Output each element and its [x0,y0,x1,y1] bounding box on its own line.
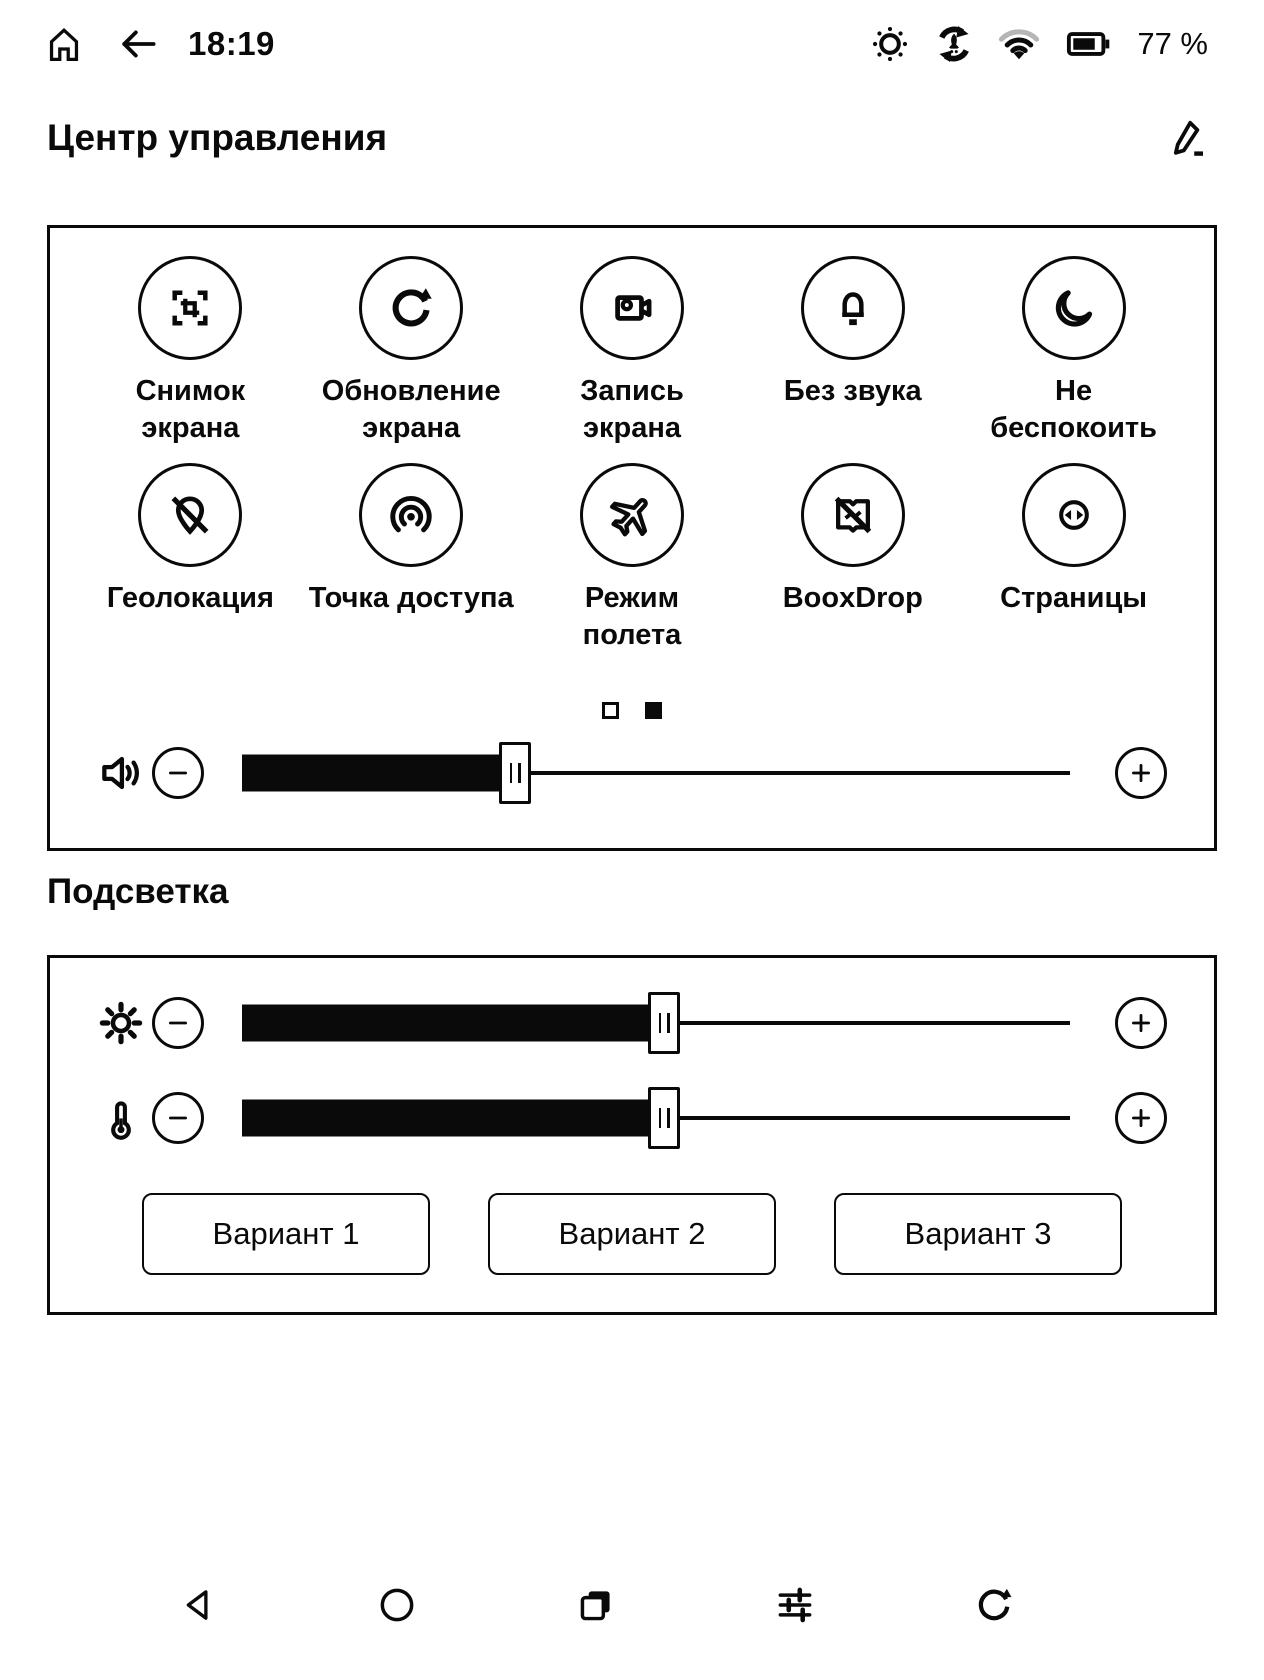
brightness-icon [90,997,152,1049]
tile-do-not-disturb [963,256,1184,447]
screen-record-icon [605,281,659,335]
tile-screen-refresh [301,256,522,447]
battery-percent: 77 % [1137,26,1208,61]
location-off-button[interactable] [138,463,242,567]
page-indicator[interactable] [50,702,1214,719]
nav-refresh-icon[interactable] [964,1575,1024,1635]
edit-icon[interactable] [1157,108,1217,168]
refresh-mode-icon [931,21,977,67]
mute-bell-icon [826,281,880,335]
screenshot-button[interactable] [138,256,242,360]
tile-label: Обновление экрана [321,375,501,444]
tile-hotspot [301,463,522,654]
nav-back-icon[interactable] [168,1575,228,1635]
tile-label: Снимок экрана [135,375,246,444]
moon-icon [1047,281,1101,335]
preset-variant-3-button[interactable]: Вариант 3 [834,1193,1122,1275]
status-bar [40,14,1208,74]
brightness-slider[interactable] [242,993,1070,1053]
hotspot-button[interactable] [359,463,463,567]
tile-screen-record [522,256,743,447]
temperature-slider[interactable] [242,1088,1070,1148]
tile-booxdrop [742,463,963,654]
tile-label: Точка доступа [308,582,514,614]
pages-button[interactable] [1022,463,1126,567]
page-dot-2 [645,702,662,719]
screen-refresh-icon [384,281,438,335]
location-off-icon [163,488,217,542]
tile-airplane-mode [522,463,743,654]
temperature-slider-handle[interactable] [648,1087,680,1149]
page-title: Центр управления [47,117,388,158]
tile-label: Страницы [1000,582,1148,614]
preset-variant-2-button[interactable]: Вариант 2 [488,1193,776,1275]
booxdrop-off-icon [826,488,880,542]
temperature-slider-row [90,1078,1167,1158]
brightness-slider-handle[interactable] [648,992,680,1054]
volume-decrease-button[interactable] [152,747,204,799]
battery-icon [1061,21,1117,67]
volume-slider-row [90,733,1167,813]
hotspot-icon [384,488,438,542]
tile-mute [742,256,963,447]
airplane-mode-button[interactable] [580,463,684,567]
do-not-disturb-button[interactable] [1022,256,1126,360]
tile-label: Без звука [783,375,922,407]
tile-label: Режим полета [582,582,682,651]
brightness-decrease-button[interactable] [152,997,204,1049]
temperature-increase-button[interactable] [1115,1092,1167,1144]
screenshot-icon [163,281,217,335]
nav-recents-icon[interactable] [566,1575,626,1635]
tile-pages [963,463,1184,654]
pages-icon [1047,488,1101,542]
page-dot-1 [602,702,619,719]
tile-location [80,463,301,654]
quick-settings-grid [80,256,1184,654]
mute-button[interactable] [801,256,905,360]
status-time: 18:19 [188,25,275,62]
preset-variant-1-button[interactable]: Вариант 1 [142,1193,430,1275]
quick-settings-panel [47,225,1217,851]
volume-slider-handle[interactable] [499,742,531,804]
nav-optimize-icon[interactable] [765,1575,825,1635]
backlight-panel [47,955,1217,1315]
tile-screenshot [80,256,301,447]
screen-record-button[interactable] [580,256,684,360]
brightness-increase-button[interactable] [1115,997,1167,1049]
temperature-decrease-button[interactable] [152,1092,204,1144]
home-icon[interactable] [40,20,88,68]
tile-label: BooxDrop [782,582,923,614]
auto-brightness-icon [867,21,913,67]
backlight-heading: Подсветка [47,872,229,911]
tile-label: Не беспокоить [990,375,1157,444]
volume-increase-button[interactable] [1115,747,1167,799]
airplane-icon [605,488,659,542]
speaker-icon [90,746,152,800]
wifi-icon [995,20,1043,68]
backlight-presets [50,1193,1214,1275]
nav-home-icon[interactable] [367,1575,427,1635]
temperature-icon [90,1092,152,1144]
brightness-slider-row [90,983,1167,1063]
tile-label: Геолокация [106,582,274,614]
volume-slider[interactable] [242,743,1070,803]
header [47,106,1217,170]
navigation-bar [168,1574,1024,1636]
screen-refresh-button[interactable] [359,256,463,360]
booxdrop-button[interactable] [801,463,905,567]
tile-label: Запись экрана [580,375,684,444]
back-arrow-icon[interactable] [114,20,162,68]
